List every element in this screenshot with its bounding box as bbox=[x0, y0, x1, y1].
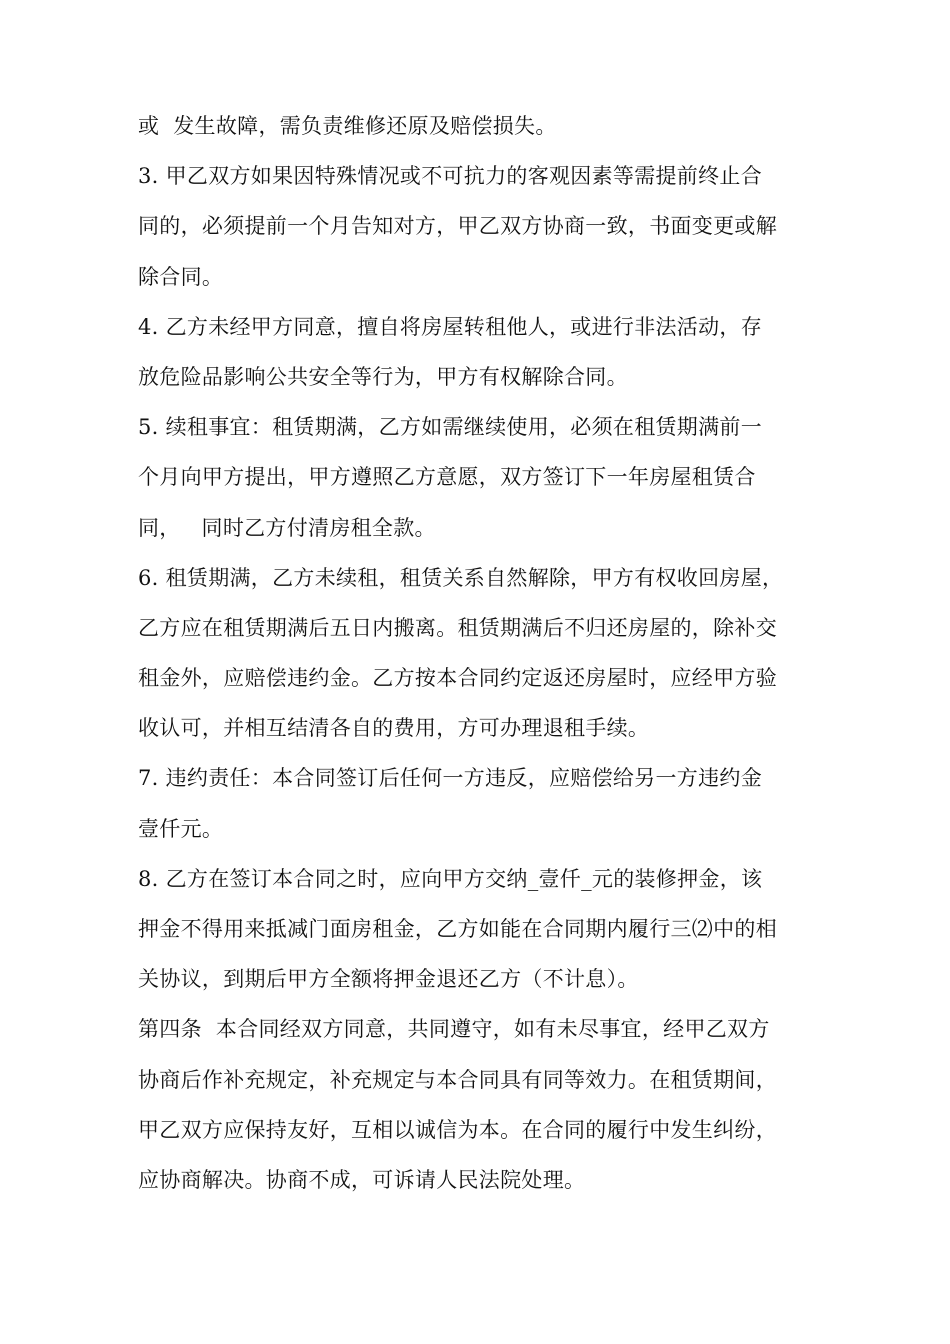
text-line: 8. 乙方在签订本合同之时，应向甲方交纳_壹仟_元的装修押金，该 bbox=[138, 866, 763, 891]
text-line: 第四条 本合同经双方同意，共同遵守，如有未尽事宜，经甲乙双方 bbox=[138, 1017, 770, 1042]
text-line: 放危险品影响公共安全等行为，甲方有权解除合同。 bbox=[138, 364, 628, 389]
text-line: 或 发生故障，需负责维修还原及赔偿损失。 bbox=[138, 114, 557, 138]
text-line: 应协商解决。协商不成，可诉请人民法院处理。 bbox=[138, 1167, 586, 1192]
text-line: 同的，必须提前一个月告知对方，甲乙双方协商一致，书面变更或解 bbox=[138, 214, 777, 239]
text-line: 押金不得用来抵减门面房租金，乙方如能在合同期内履行三⑵中的相 bbox=[138, 917, 777, 941]
text-line: 乙方应在租赁期满后五日内搬离。租赁期满后不归还房屋的，除补交 bbox=[138, 615, 777, 640]
text-line: 甲乙双方应保持友好，互相以诚信为本。在合同的履行中发生纠纷， bbox=[138, 1117, 777, 1142]
text-line: 协商后作补充规定，补充规定与本合同具有同等效力。在租赁期间， bbox=[138, 1067, 777, 1092]
text-line: 收认可，并相互结清各自的费用，方可办理退租手续。 bbox=[138, 716, 650, 741]
text-line: 4. 乙方未经甲方同意，擅自将房屋转租他人，或进行非法活动，存 bbox=[138, 314, 763, 339]
text-line: 壹仟元。 bbox=[138, 816, 224, 841]
contract-text bbox=[138, 104, 818, 1208]
text-line: 关协议，到期后甲方全额将押金退还乙方（不计息）。 bbox=[138, 967, 639, 992]
text-line: 6. 租赁期满，乙方未续租，租赁关系自然解除，甲方有权收回房屋， bbox=[138, 565, 784, 590]
text-line: 除合同。 bbox=[138, 264, 224, 289]
text-line: 3. 甲乙双方如果因特殊情况或不可抗力的客观因素等需提前终止合 bbox=[138, 164, 763, 189]
text-line: 同， 同时乙方付清房租全款。 bbox=[138, 515, 436, 540]
text-line: 7. 违约责任：本合同签订后任何一方违反，应赔偿给另一方违约金 bbox=[138, 766, 763, 791]
text-line: 个月向甲方提出，甲方遵照乙方意愿，双方签订下一年房屋租赁合 bbox=[138, 465, 756, 490]
text-line: 5. 续租事宜：租赁期满，乙方如需继续使用，必须在租赁期满前一 bbox=[138, 415, 763, 440]
text-line: 租金外，应赔偿违约金。乙方按本合同约定返还房屋时，应经甲方验 bbox=[138, 666, 777, 691]
